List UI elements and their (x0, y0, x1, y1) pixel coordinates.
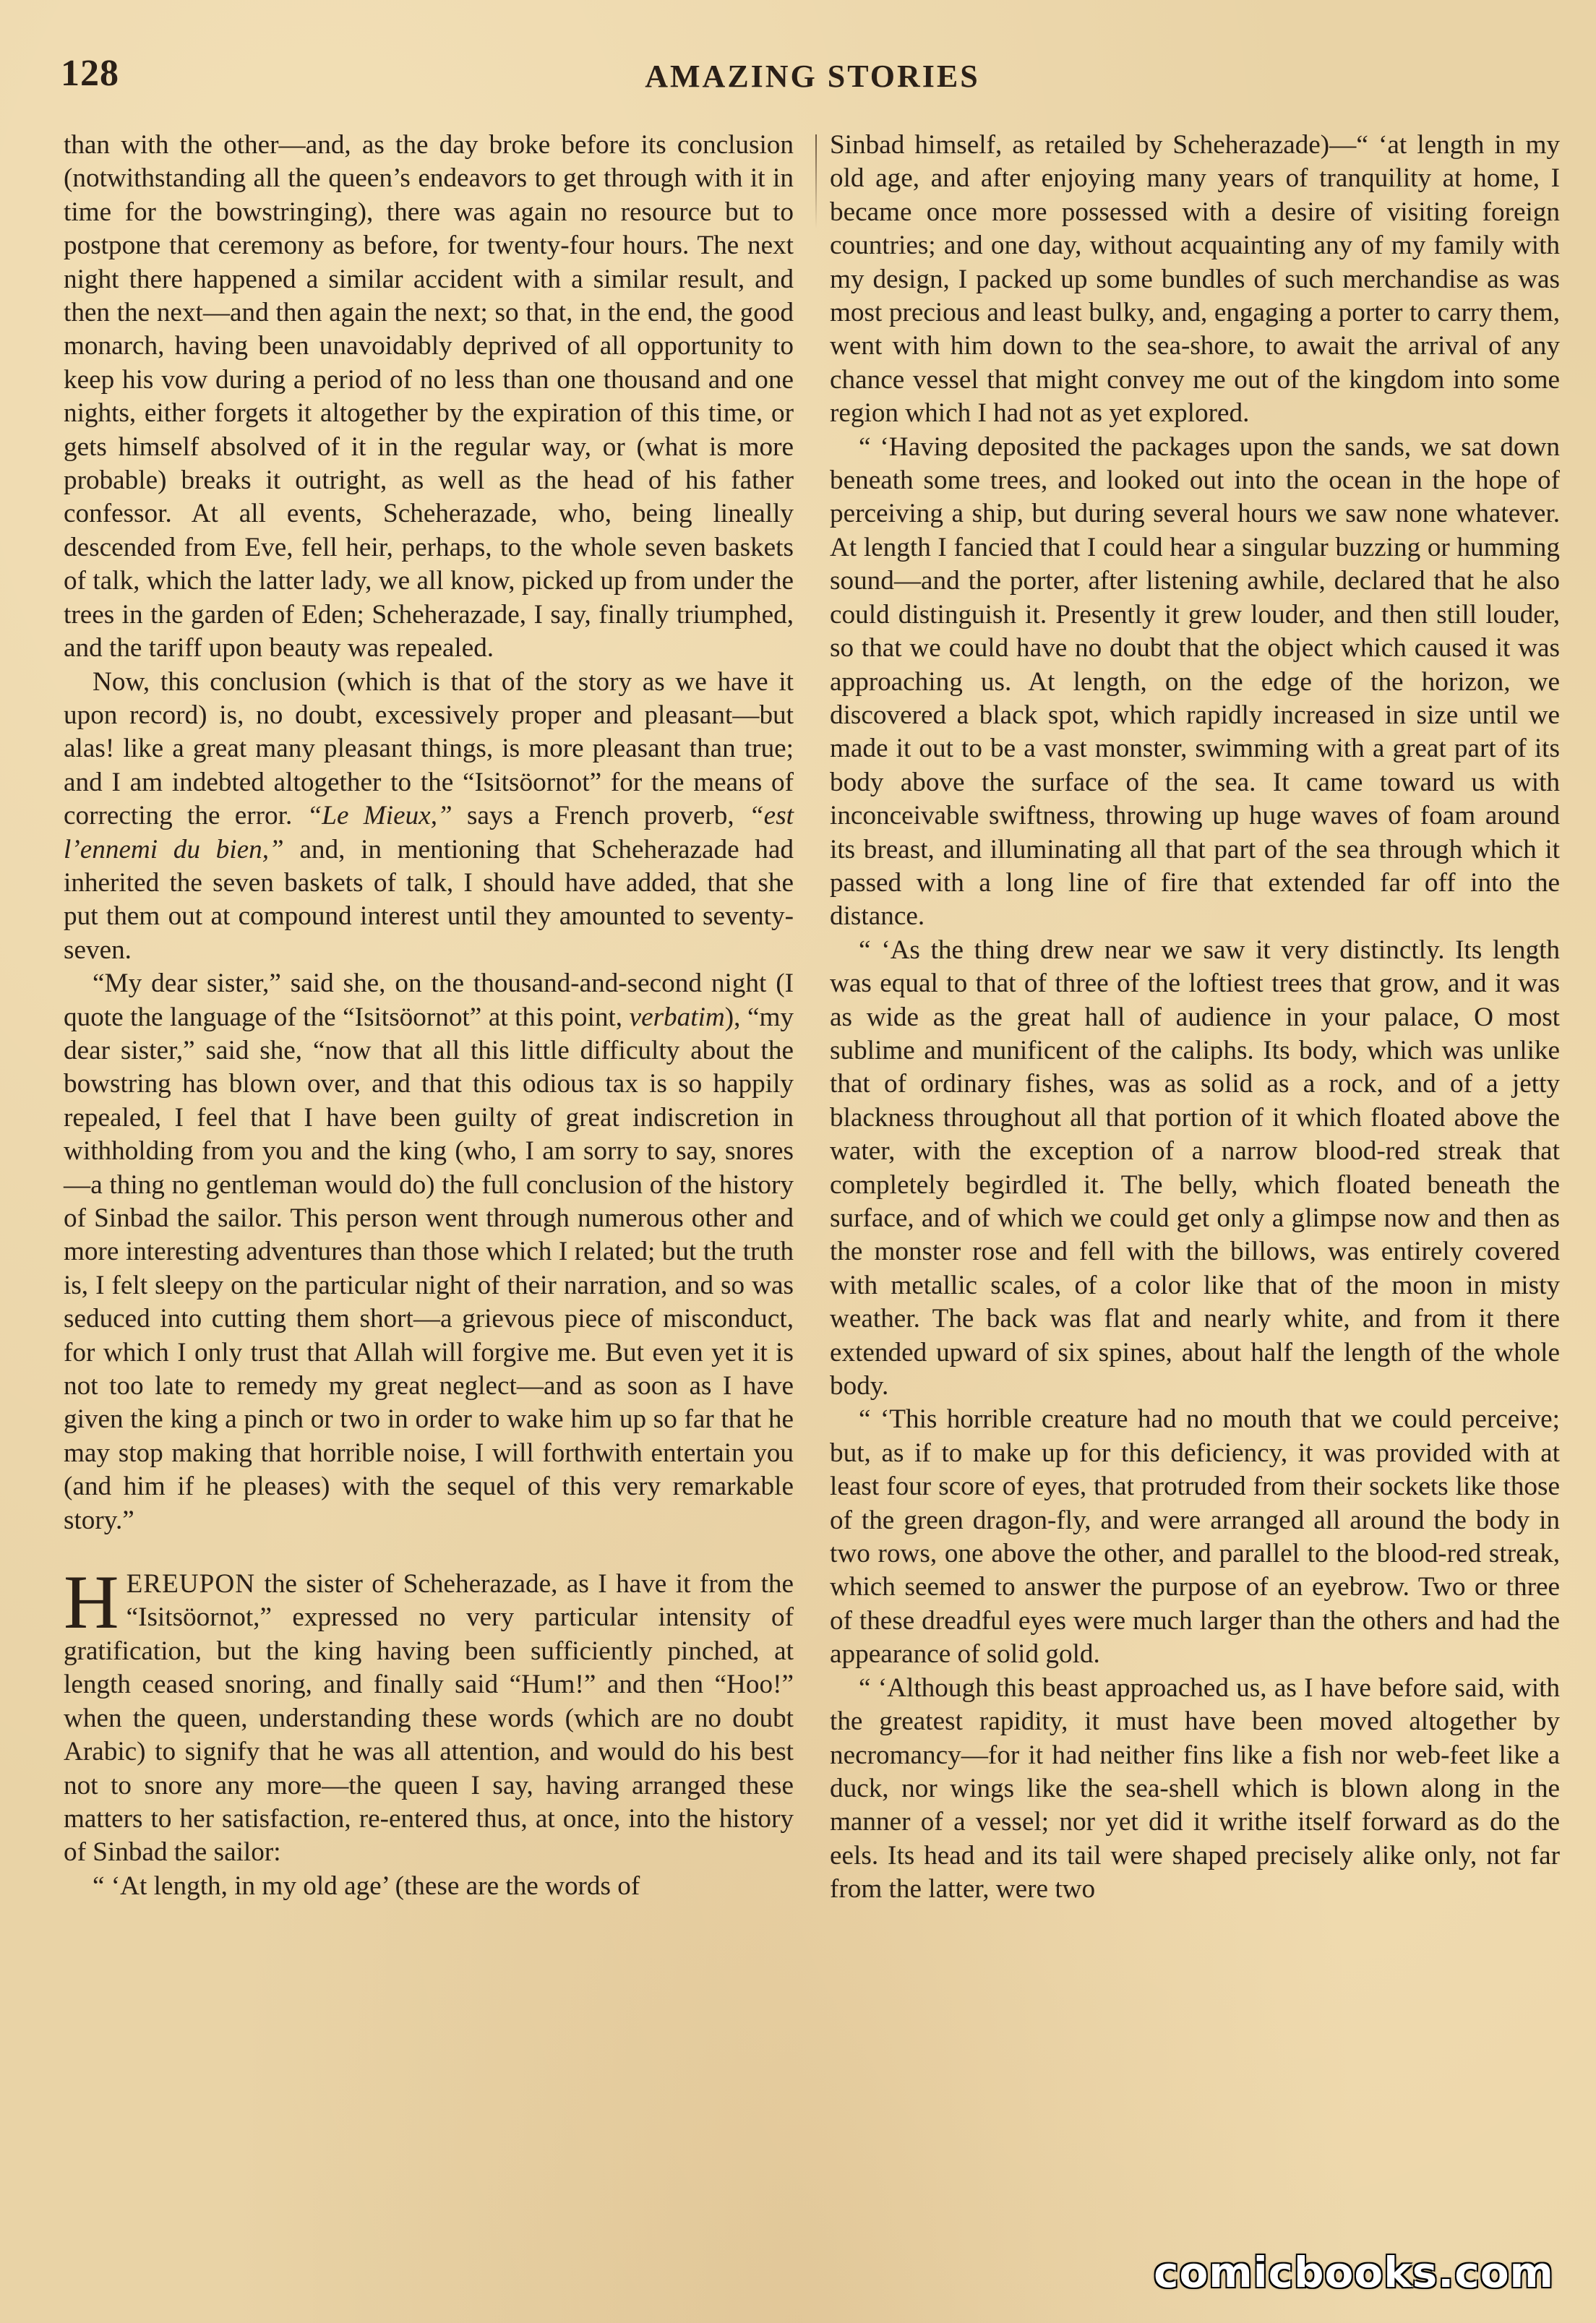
text-run: the sister of Scheherazade, as I have it from the “Isitsöornot,” expressed no very particular intensity of gratification, but the king having been sufficiently pinched, at length ceased snoring, and finally said “Hum!” and then “Hoo!” when the queen, understanding these words (which are no doubt Arabic) to signify that he was all attention, and would do his best not to snore any more—the queen I say, having arranged these matters to her satisfaction, re-entered thus, at once, into the history of Sinbad the sailor: (64, 1569, 794, 1868)
italic-text: “Le Mieux,” (306, 801, 452, 831)
paragraph: “ ‘Although this beast approached us, as I have before said, with the greatest rapidity, it must have been moved altogether by necromancy—for it had neither fins like a fish nor web-feet like a duck, nor wings like the sea-shell which is blown along in the manner of a vessel; nor yet did it writhe itself forward as do the eels. Its head and its tail were shaped precisely alike only, not far from the latter, were two (830, 1673, 1560, 1905)
running-head: AMAZING STORIES (645, 59, 980, 94)
drop-cap: H (64, 1560, 119, 1645)
italic-text: verbatim (629, 1002, 725, 1032)
text-run: says a French proverb, (452, 801, 749, 831)
paragraph (64, 1560, 794, 1870)
page-header (61, 46, 1564, 104)
paragraph (64, 967, 794, 1537)
paragraph: “ ‘As the thing drew near we saw it very distinctly. Its length was equal to that of three of the loftiest trees that grow, and it was as wide as the great hall of audience in your palace, O most sublime and munificent of the caliphs. Its body, which was unlike that of ordinary fishes, was as solid as a rock, and of a jetty blackness throughout all that portion of it which floated above the water, with the exception of a narrow blood-red streak that completely begirdled it. The belly, which floated beneath the surface, and of which we could get only a glimpse now and then as the monster rose and fell with the billows, was entirely covered with metallic scales, of a color like that of the moon in misty weather. The back was flat and nearly white, and from it there extended upward of six spines, about half the length of the whole body. (830, 935, 1560, 1401)
lead-in-caps: EREUPON (126, 1569, 256, 1600)
text-run: “My dear sister,” said she, on the thousand-and-second night (I quote the language of the “Isitsöornot” at this point, (64, 969, 794, 1032)
paragraph: “ ‘Having deposited the packages upon the sands, we sat down beneath some trees, and looked out into the ocean in the hope of perceiving a ship, but during several hours we saw none whatever. At length I fancied that I could hear a singular buzzing or humming sound—and the porter, after listening awhile, declared that he also could distinguish it. Presently it grew louder, and then still louder, so that we could have no doubt that the object which caused it was approaching us. At length, on the edge of the horizon, we discovered a black spot, which rapidly increased in size until we made it out to be a vast monster, swimming with a great part of its body above the surface of the sea. It came toward us with inconceivable swiftness, throwing up huge waves of foam around its breast, and illuminating all that part of the sea through which it passed with a long line of fire that extended far off into the distance. (830, 431, 1560, 932)
text-run: Now, this conclusion (which is that of the story as we have it upon record) is, no doubt, excessively proper and pleasant—but alas! like a great many pleasant things, is more pleasant than true; and I am indebted altogether to the “Isitsöornot” for the means of correcting the error. (64, 666, 794, 831)
text-run: ), “my dear sister,” said she, “now that all this little difficulty about the bowstring has blown over, and that this odious tax is so happily repealed, I feel that I have been guilty of great indiscretion in withholding from you and the king (who, I am sorry to say, snores—a thing no gentleman would do) the full conclusion of the history of Sinbad the sailor. This person went through numerous other and more interesting adventures than those which I related; but the truth is, I felt sleepy on the particular night of their narration, and so was seduced into cutting them short—a grievous piece of misconduct, for which I only trust that Allah will forgive me. But even yet it is not too late to remedy my great neglect—and as soon as I have given the king a pinch or two in order to wake him up so far that he may stop making that horrible noise, I will forthwith entertain you (and him if he pleases) with the sequel of this very remarkable story.” (64, 1002, 794, 1535)
paragraph: “ ‘This horrible creature had no mouth that we could perceive; but, as if to make up for this deficiency, it was provided with at least four score of eyes, that protruded from their sockets like those of the green dragon-fly, and were arranged all around the body in two rows, one above the other, and parallel to the blood-red streak, which seemed to answer the purpose of an eyebrow. Two or three of these dreadful eyes were much larger than the others and had the appearance of solid gold. (830, 1404, 1560, 1670)
paragraph: Sinbad himself, as retailed by Scheherazade)—“ ‘at length in my old age, and after enjoying many years of tranquility at home, I became once more possessed with a desire of visiting foreign countries; and one day, without acquainting any of my family with my design, I packed up some bundles of such merchandise as was most precious and least bulky, and, engaging a porter to carry them, went with him down to the sea-shore, to await the arrival of any chance vessel that might convey me out of the kingdom into some region which I had not as yet explored. (830, 130, 1560, 429)
paragraph: than with the other—and, as the day broke before its conclusion (notwithstanding all the queen’s endeavors to get through with it in time for the bowstringing), there was again no resource but to postpone that ceremony as before, for twenty-four hours. The next night there happened a similar accident with a similar result, and then the next—and then again the next; so that, in the end, the good monarch, having been unavoidably deprived of all opportunity to keep his vow during a period of no less than one thousand and one nights, either forgets it altogether by the expiration of this time, or gets himself absolved of it in the regular way, or (what is more probable) breaks it outright, as well as the head of his father confessor. At all events, Scheherazade, who, being lineally descended from Eve, fell heir, perhaps, to the whole seven baskets of talk, which the latter lady, we all know, picked up from under the trees in the garden of Eden; Scheherazade, I say, finally triumphed, and the tariff upon beauty was repealed. (64, 130, 794, 664)
right-column (830, 129, 1560, 1907)
paragraph: “ ‘At length, in my old age’ (these are the words of (93, 1871, 640, 1901)
italic-text: “est l’ennemi du bien,” (64, 801, 794, 864)
column-divider (815, 134, 817, 228)
text-run: and, in mentioning that Scheherazade had inherited the seven baskets of talk, I should have added, that she put them out at compound interest until they amounted to seventy-seven. (64, 834, 794, 965)
left-column (64, 129, 794, 1903)
watermark: comicbooks.com (1154, 2248, 1554, 2297)
page-number: 128 (61, 53, 119, 94)
paragraph (64, 666, 794, 968)
